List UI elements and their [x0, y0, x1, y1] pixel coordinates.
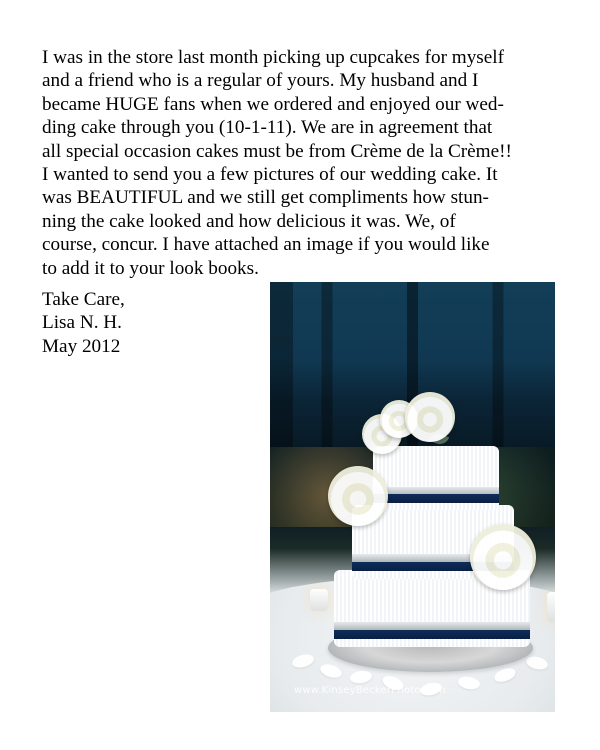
petal: [319, 662, 344, 680]
letter-line: was BEAUTIFUL and we still get compliments how stun-: [42, 187, 489, 209]
petal: [493, 666, 518, 685]
letter-line: all special occasion cakes must be from Crème de la Crème!!: [42, 140, 512, 162]
silver-ribbon: [334, 622, 530, 630]
cake-tier-top: [373, 446, 499, 510]
navy-ribbon: [373, 494, 499, 503]
letter-line: became HUGE fans when we ordered and enjoyed our wed-: [42, 93, 504, 115]
petal: [457, 675, 481, 691]
letter-text: [42, 46, 562, 280]
letter-line: course, concur. I have attached an image if you would like: [42, 234, 490, 256]
letter-line: to add it to your look books.: [42, 257, 259, 279]
candle: [310, 589, 328, 611]
navy-ribbon: [334, 630, 530, 639]
petal: [291, 652, 315, 669]
candle: [547, 592, 555, 622]
letter-line: and a friend who is a regular of yours. My husband and I: [42, 70, 479, 92]
photo-watermark: www.KinseyBeckerPhoto.com: [294, 685, 446, 696]
letter-line: I wanted to send you a few pictures of our wedding cake. It: [42, 164, 498, 186]
letter-body: [42, 46, 562, 280]
signature-name: Lisa N. H.: [42, 312, 122, 334]
rose-flower: [470, 524, 536, 590]
letter-line: ding cake through you (10-1-11). We are in agreement that: [42, 117, 493, 139]
petal: [349, 670, 372, 685]
letter-line: I was in the store last month picking up cupcakes for myself: [42, 47, 504, 68]
rose-flower: [405, 392, 455, 442]
letter-signoff: [42, 288, 125, 358]
date: May 2012: [42, 335, 121, 357]
rose-flower: [328, 466, 388, 526]
wedding-cake-photo: [270, 282, 555, 712]
letter-line: ning the cake looked and how delicious it was. We, of: [42, 210, 456, 232]
closing: Take Care,: [42, 289, 125, 310]
